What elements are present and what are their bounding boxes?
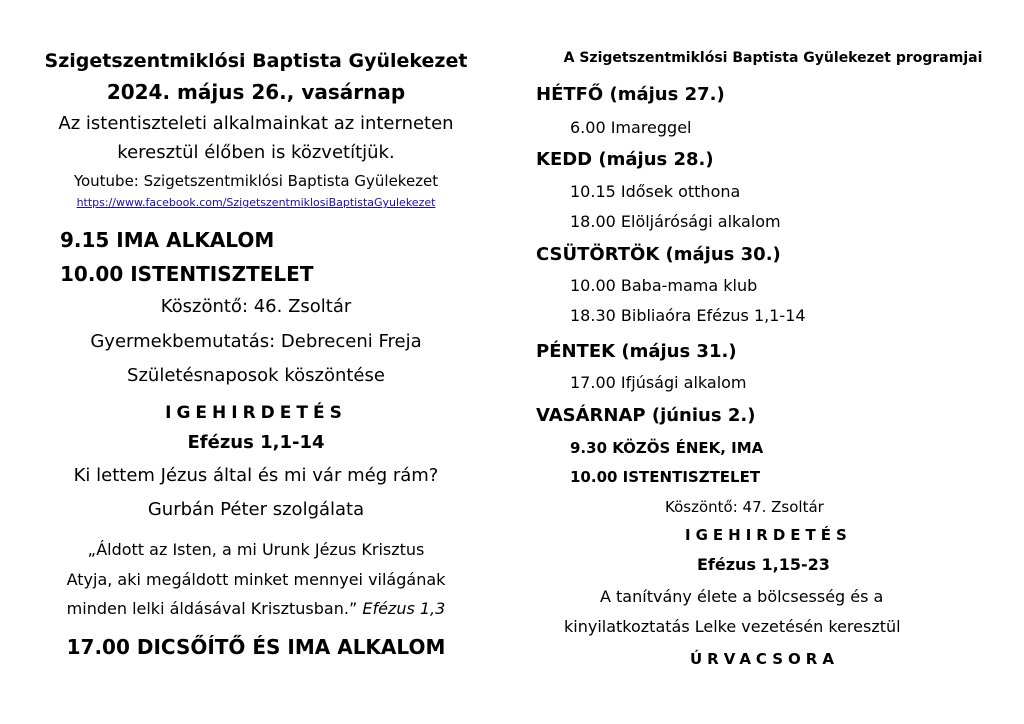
- youtube-channel: Youtube: Szigetszentmiklósi Baptista Gyülekezet: [73, 172, 439, 190]
- broadcast-notice-line2: keresztül élőben is közvetítjük.: [117, 142, 395, 163]
- sermon-reference: Efézus 1,1-14: [187, 432, 325, 453]
- sunday-sermon-heading: IGEHIRDETÉS: [685, 526, 852, 544]
- thursday-item: 10.00 Baba-mama klub: [570, 276, 758, 295]
- sunday-item: 10.00 ISTENTISZTELET: [570, 468, 761, 486]
- tuesday-heading: KEDD (május 28.): [536, 149, 714, 170]
- tuesday-item: 10.15 Idősek otthona: [570, 182, 741, 201]
- sermon-title: Ki lettem Jézus által és mi vár még rám?: [73, 465, 439, 486]
- church-name: Szigetszentmiklósi Baptista Gyülekezet: [44, 50, 468, 72]
- broadcast-notice-line1: Az istentiszteleti alkalmainkat az interneten: [58, 113, 454, 134]
- sunday-greeting: Köszöntő: 47. Zsoltár: [665, 498, 824, 516]
- quote-line2: Atyja, aki megáldott minket mennyei világának: [66, 570, 446, 589]
- thursday-item: 18.30 Bibliaóra Efézus 1,1-14: [570, 306, 806, 325]
- programs-title: A Szigetszentmiklósi Baptista Gyülekezet programjai: [563, 50, 983, 66]
- communion: ÚRVACSORA: [690, 650, 839, 668]
- friday-item: 17.00 Ifjúsági alkalom: [570, 373, 747, 392]
- quote-line1: „Áldott az Isten, a mi Urunk Jézus Krisztus: [87, 540, 425, 559]
- sunday-heading: VASÁRNAP (június 2.): [536, 405, 756, 426]
- sunday-item: 9.30 KÖZÖS ÉNEK, IMA: [570, 439, 764, 457]
- sunday-sermon-title-line1: A tanítvány élete a bölcsesség és a: [600, 587, 884, 606]
- service-date: 2024. május 26., vasárnap: [106, 80, 406, 104]
- quote-reference: Efézus 1,3: [362, 599, 446, 618]
- quote-line3: minden lelki áldásával Krisztusban.”: [66, 599, 358, 618]
- quote-line3-wrapper: [0, 599, 512, 618]
- service-time: 10.00 ISTENTISZTELET: [60, 262, 314, 286]
- greeting-psalm: Köszöntő: 46. Zsoltár: [160, 296, 352, 317]
- monday-heading: HÉTFŐ (május 27.): [536, 84, 725, 105]
- preacher: Gurbán Péter szolgálata: [147, 499, 365, 520]
- evening-program: 17.00 DICSŐÍTŐ ÉS IMA ALKALOM: [66, 635, 446, 659]
- facebook-link[interactable]: https://www.facebook.com/SzigetszentmiklosiBaptistaGyulekezet: [76, 196, 436, 209]
- friday-heading: PÉNTEK (május 31.): [536, 341, 737, 362]
- child-presentation: Gyermekbemutatás: Debreceni Freja: [90, 331, 422, 352]
- tuesday-item: 18.00 Elöljárósági alkalom: [570, 212, 781, 231]
- sermon-heading: IGEHIRDETÉS: [165, 403, 347, 423]
- sunday-sermon-title-line2: kinyilatkoztatás Lelke vezetésén keresztül: [564, 617, 901, 636]
- thursday-heading: CSÜTÖRTÖK (május 30.): [536, 244, 781, 265]
- sunday-sermon-reference: Efézus 1,15-23: [697, 555, 830, 574]
- prayer-time: 9.15 IMA ALKALOM: [60, 228, 275, 252]
- monday-item: 6.00 Imareggel: [570, 118, 692, 137]
- birthday-greetings: Születésnaposok köszöntése: [127, 365, 385, 386]
